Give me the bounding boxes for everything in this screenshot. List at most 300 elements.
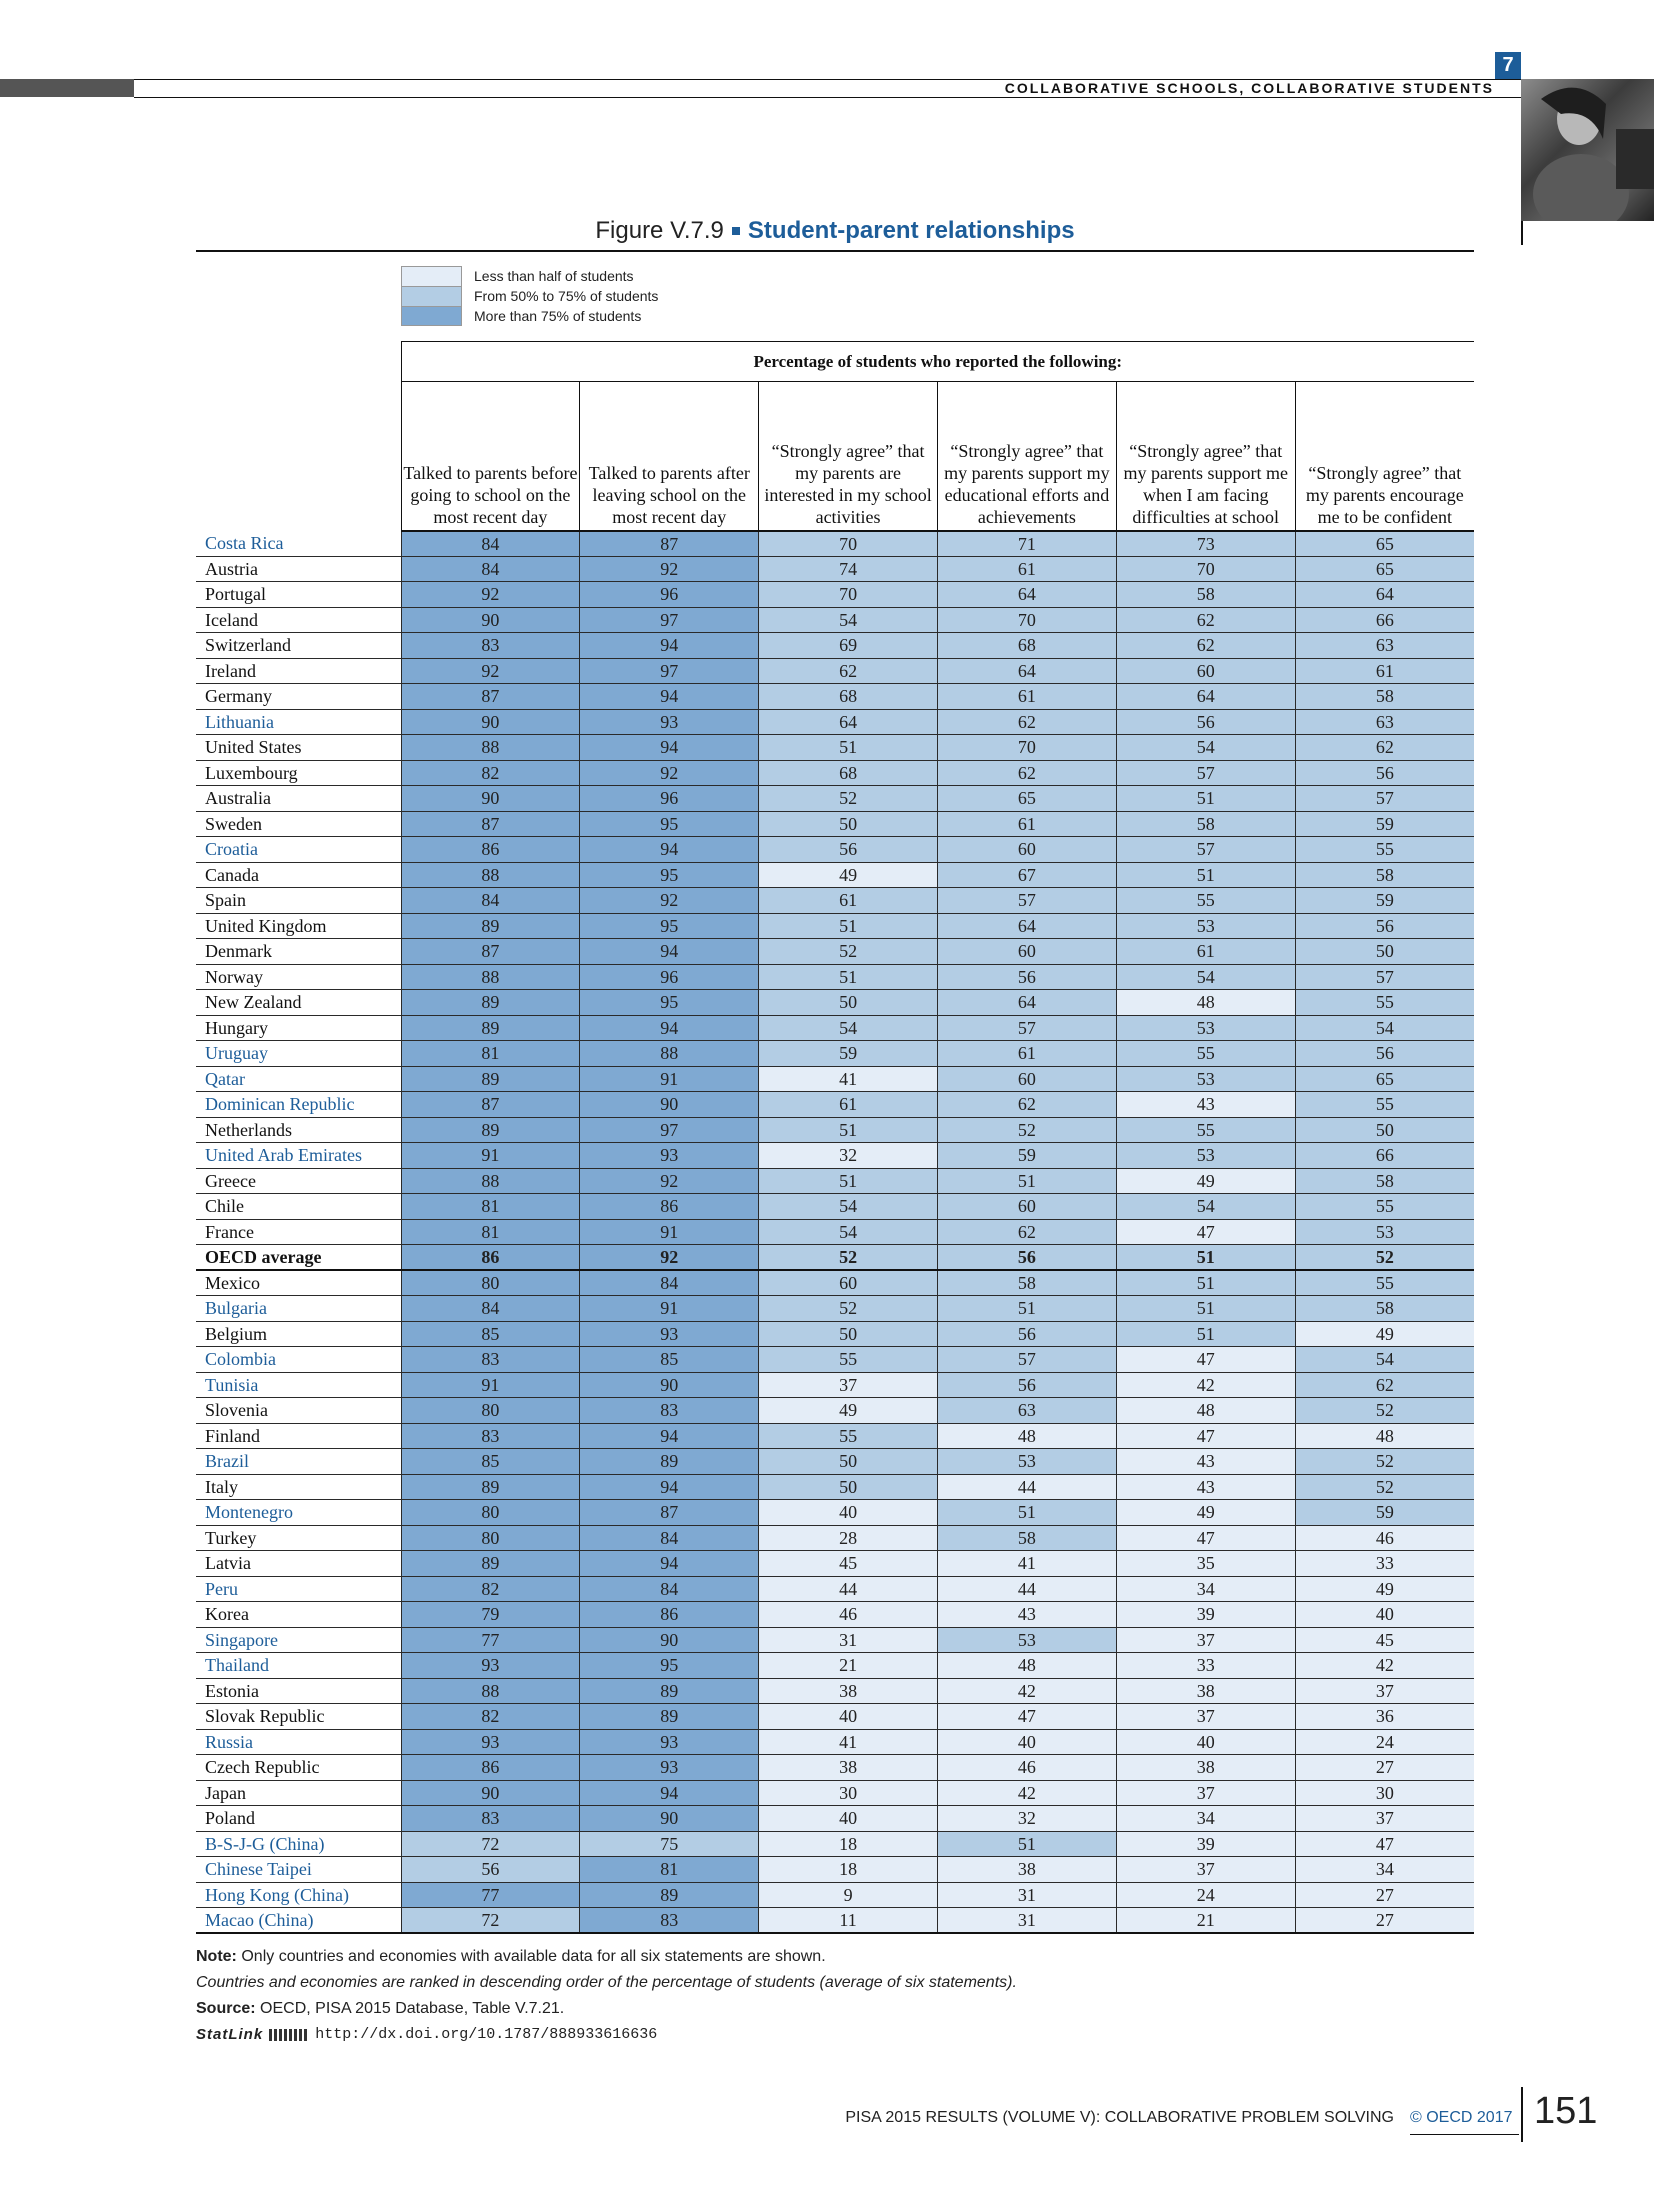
value-cell: 64: [1116, 684, 1295, 710]
country-name: Singapore: [196, 1627, 401, 1653]
value-cell: 47: [1116, 1423, 1295, 1449]
value-cell: 91: [401, 1372, 580, 1398]
value-cell: 51: [937, 1296, 1116, 1322]
value-cell: 51: [937, 1168, 1116, 1194]
value-cell: 68: [937, 633, 1116, 659]
value-cell: 80: [401, 1398, 580, 1424]
value-cell: 84: [401, 888, 580, 914]
country-name: Germany: [196, 684, 401, 710]
value-cell: 55: [1116, 1041, 1295, 1067]
value-cell: 80: [401, 1270, 580, 1296]
country-name: Brazil: [196, 1449, 401, 1475]
value-cell: 51: [1116, 1296, 1295, 1322]
oecd-average-row: [196, 1245, 1474, 1271]
table-row: [196, 1551, 1474, 1577]
table-row: [196, 1117, 1474, 1143]
value-cell: 94: [580, 939, 759, 965]
country-name: Slovenia: [196, 1398, 401, 1424]
country-name: Hungary: [196, 1015, 401, 1041]
value-cell: 62: [937, 760, 1116, 786]
country-name: Australia: [196, 786, 401, 812]
value-cell: 83: [580, 1908, 759, 1934]
value-cell: 57: [937, 1347, 1116, 1373]
value-cell: 42: [937, 1678, 1116, 1704]
value-cell: 86: [580, 1602, 759, 1628]
table-row: [196, 1347, 1474, 1373]
value-cell: 24: [1295, 1729, 1474, 1755]
value-cell: 32: [759, 1143, 938, 1169]
footer-publication: PISA 2015 RESULTS (VOLUME V): COLLABORATIVE PROBLEM SOLVING: [845, 2109, 1394, 2126]
value-cell: 65: [1295, 556, 1474, 582]
value-cell: 51: [1116, 786, 1295, 812]
value-cell: 49: [1116, 1168, 1295, 1194]
value-cell: 39: [1116, 1831, 1295, 1857]
value-cell: 46: [937, 1755, 1116, 1781]
value-cell: 45: [1295, 1627, 1474, 1653]
value-cell: 18: [759, 1857, 938, 1883]
value-cell: 55: [1295, 1194, 1474, 1220]
country-name: Turkey: [196, 1525, 401, 1551]
legend-item-mid: [401, 286, 658, 306]
value-cell: 53: [937, 1627, 1116, 1653]
value-cell: 11: [759, 1908, 938, 1934]
value-cell: 65: [1295, 1066, 1474, 1092]
value-cell: 59: [1295, 1500, 1474, 1526]
value-cell: 53: [937, 1449, 1116, 1475]
value-cell: 85: [401, 1321, 580, 1347]
value-cell: 94: [580, 1474, 759, 1500]
value-cell: 91: [580, 1219, 759, 1245]
legend-swatch: [401, 286, 462, 306]
value-cell: 50: [759, 1321, 938, 1347]
value-cell: 48: [1116, 1398, 1295, 1424]
value-cell: 95: [580, 913, 759, 939]
value-cell: 62: [937, 709, 1116, 735]
value-cell: 18: [759, 1831, 938, 1857]
value-cell: 53: [1116, 1015, 1295, 1041]
blank-header-cell: [196, 342, 401, 382]
value-cell: 95: [580, 811, 759, 837]
table-row: [196, 1398, 1474, 1424]
table-row: [196, 1602, 1474, 1628]
value-cell: 21: [759, 1653, 938, 1679]
header-rule: [134, 97, 1521, 98]
value-cell: 52: [759, 1245, 938, 1271]
value-cell: 52: [759, 786, 938, 812]
value-cell: 40: [759, 1500, 938, 1526]
value-cell: 37: [1295, 1678, 1474, 1704]
value-cell: 80: [401, 1500, 580, 1526]
column-header: Talked to parents after leaving school on the most recent day: [580, 382, 759, 531]
value-cell: 44: [937, 1576, 1116, 1602]
blank-header-cell: [196, 382, 401, 531]
value-cell: 82: [401, 1576, 580, 1602]
country-name: Bulgaria: [196, 1296, 401, 1322]
country-name: Greece: [196, 1168, 401, 1194]
country-name: Korea: [196, 1602, 401, 1628]
value-cell: 43: [937, 1602, 1116, 1628]
table-row: [196, 1729, 1474, 1755]
value-cell: 84: [580, 1525, 759, 1551]
value-cell: 97: [580, 658, 759, 684]
table-row: [196, 1908, 1474, 1934]
value-cell: 96: [580, 582, 759, 608]
footer-copyright: © OECD 2017: [1410, 2109, 1513, 2126]
value-cell: 93: [580, 709, 759, 735]
value-cell: 34: [1116, 1576, 1295, 1602]
value-cell: 43: [1116, 1474, 1295, 1500]
value-cell: 31: [759, 1627, 938, 1653]
value-cell: 84: [580, 1270, 759, 1296]
ranking-note: Countries and economies are ranked in descending order of the percentage of students (average of six statements).: [196, 1974, 1017, 1991]
value-cell: 94: [580, 684, 759, 710]
country-name: Denmark: [196, 939, 401, 965]
value-cell: 62: [1116, 633, 1295, 659]
value-cell: 58: [1295, 1296, 1474, 1322]
value-cell: 55: [1295, 837, 1474, 863]
value-cell: 94: [580, 1551, 759, 1577]
value-cell: 58: [1295, 1168, 1474, 1194]
value-cell: 48: [1295, 1423, 1474, 1449]
value-cell: 84: [580, 1576, 759, 1602]
value-cell: 90: [580, 1092, 759, 1118]
value-cell: 95: [580, 990, 759, 1016]
value-cell: 61: [937, 556, 1116, 582]
table-row: [196, 964, 1474, 990]
value-cell: 65: [1295, 531, 1474, 557]
value-cell: 60: [1116, 658, 1295, 684]
table-row: [196, 1041, 1474, 1067]
value-cell: 9: [759, 1882, 938, 1908]
value-cell: 51: [1116, 862, 1295, 888]
table-row: [196, 531, 1474, 557]
value-cell: 24: [1116, 1882, 1295, 1908]
value-cell: 39: [1116, 1602, 1295, 1628]
value-cell: 77: [401, 1882, 580, 1908]
legend-swatch: [401, 306, 462, 326]
value-cell: 84: [401, 531, 580, 557]
source-line: [196, 1996, 1017, 2022]
value-cell: 54: [759, 1219, 938, 1245]
value-cell: 93: [580, 1321, 759, 1347]
value-cell: 55: [1116, 888, 1295, 914]
value-cell: 42: [1116, 1372, 1295, 1398]
value-cell: 89: [401, 913, 580, 939]
source-text: OECD, PISA 2015 Database, Table V.7.21.: [260, 2000, 565, 2017]
value-cell: 51: [937, 1500, 1116, 1526]
value-cell: 44: [937, 1474, 1116, 1500]
value-cell: 34: [1295, 1857, 1474, 1883]
country-name: Chile: [196, 1194, 401, 1220]
value-cell: 51: [1116, 1245, 1295, 1271]
legend-label: More than 75% of students: [474, 308, 642, 324]
value-cell: 50: [1295, 1117, 1474, 1143]
table-row: [196, 888, 1474, 914]
table-row: [196, 633, 1474, 659]
country-name: Poland: [196, 1806, 401, 1832]
value-cell: 55: [1295, 1270, 1474, 1296]
value-cell: 51: [759, 913, 938, 939]
value-cell: 70: [937, 735, 1116, 761]
country-name: Spain: [196, 888, 401, 914]
value-cell: 35: [1116, 1551, 1295, 1577]
table-row: [196, 1015, 1474, 1041]
value-cell: 91: [580, 1066, 759, 1092]
value-cell: 87: [401, 1092, 580, 1118]
value-cell: 60: [759, 1270, 938, 1296]
value-cell: 88: [401, 862, 580, 888]
value-cell: 88: [580, 1041, 759, 1067]
value-cell: 61: [937, 1041, 1116, 1067]
value-cell: 64: [937, 658, 1116, 684]
value-cell: 51: [759, 964, 938, 990]
value-cell: 56: [1295, 913, 1474, 939]
footer-rule: [1410, 2134, 1519, 2135]
value-cell: 95: [580, 862, 759, 888]
value-cell: 86: [401, 1755, 580, 1781]
value-cell: 46: [759, 1602, 938, 1628]
legend-item-low: [401, 266, 658, 286]
value-cell: 56: [937, 964, 1116, 990]
value-cell: 45: [759, 1551, 938, 1577]
country-name: United Kingdom: [196, 913, 401, 939]
value-cell: 92: [580, 1168, 759, 1194]
table-row: [196, 990, 1474, 1016]
value-cell: 83: [580, 1398, 759, 1424]
value-cell: 37: [1116, 1780, 1295, 1806]
value-cell: 50: [759, 1474, 938, 1500]
value-cell: 62: [1295, 1372, 1474, 1398]
table-row: [196, 1704, 1474, 1730]
value-cell: 66: [1295, 1143, 1474, 1169]
country-name: Belgium: [196, 1321, 401, 1347]
value-cell: 96: [580, 786, 759, 812]
country-name: France: [196, 1219, 401, 1245]
value-cell: 53: [1116, 913, 1295, 939]
table-row: [196, 1831, 1474, 1857]
value-cell: 82: [401, 760, 580, 786]
country-name: Thailand: [196, 1653, 401, 1679]
value-cell: 84: [401, 556, 580, 582]
country-name: Costa Rica: [196, 531, 401, 557]
legend-label: Less than half of students: [474, 268, 634, 284]
value-cell: 92: [401, 658, 580, 684]
country-name: Qatar: [196, 1066, 401, 1092]
value-cell: 58: [1116, 811, 1295, 837]
table-row: [196, 658, 1474, 684]
value-cell: 93: [401, 1653, 580, 1679]
value-cell: 77: [401, 1627, 580, 1653]
value-cell: 88: [401, 964, 580, 990]
value-cell: 52: [1295, 1449, 1474, 1475]
value-cell: 64: [759, 709, 938, 735]
value-cell: 88: [401, 1678, 580, 1704]
column-header: Talked to parents before going to school on the most recent day: [401, 382, 580, 531]
value-cell: 89: [401, 1117, 580, 1143]
country-name: Latvia: [196, 1551, 401, 1577]
value-cell: 58: [937, 1270, 1116, 1296]
table-row: [196, 1780, 1474, 1806]
value-cell: 40: [759, 1704, 938, 1730]
value-cell: 61: [759, 1092, 938, 1118]
value-cell: 58: [1295, 862, 1474, 888]
value-cell: 89: [580, 1704, 759, 1730]
value-cell: 81: [401, 1194, 580, 1220]
value-cell: 62: [937, 1092, 1116, 1118]
value-cell: 70: [1116, 556, 1295, 582]
value-cell: 28: [759, 1525, 938, 1551]
value-cell: 27: [1295, 1755, 1474, 1781]
value-cell: 74: [759, 556, 938, 582]
value-cell: 63: [937, 1398, 1116, 1424]
value-cell: 72: [401, 1831, 580, 1857]
table-row: [196, 913, 1474, 939]
legend-label: From 50% to 75% of students: [474, 288, 659, 304]
value-cell: 38: [1116, 1755, 1295, 1781]
value-cell: 62: [1295, 735, 1474, 761]
country-name: Lithuania: [196, 709, 401, 735]
value-cell: 21: [1116, 1908, 1295, 1934]
value-cell: 90: [401, 709, 580, 735]
value-cell: 90: [580, 1372, 759, 1398]
value-cell: 57: [937, 1015, 1116, 1041]
value-cell: 59: [1295, 888, 1474, 914]
figure-title: [196, 217, 1474, 245]
table-row: [196, 939, 1474, 965]
value-cell: 89: [580, 1678, 759, 1704]
value-cell: 92: [401, 582, 580, 608]
value-cell: 48: [937, 1653, 1116, 1679]
value-cell: 63: [1295, 633, 1474, 659]
country-name: Chinese Taipei: [196, 1857, 401, 1883]
value-cell: 49: [1295, 1576, 1474, 1602]
chapter-number-badge: 7: [1495, 52, 1521, 79]
value-cell: 58: [1295, 684, 1474, 710]
value-cell: 89: [401, 1551, 580, 1577]
value-cell: 86: [401, 837, 580, 863]
value-cell: 53: [1295, 1219, 1474, 1245]
value-cell: 43: [1116, 1449, 1295, 1475]
table-row: [196, 1066, 1474, 1092]
value-cell: 82: [401, 1704, 580, 1730]
value-cell: 60: [937, 1194, 1116, 1220]
figure-name: Student-parent relationships: [747, 217, 1075, 244]
value-cell: 54: [759, 607, 938, 633]
value-cell: 40: [1116, 1729, 1295, 1755]
value-cell: 59: [937, 1143, 1116, 1169]
table-row: [196, 760, 1474, 786]
value-cell: 89: [580, 1882, 759, 1908]
value-cell: 38: [759, 1755, 938, 1781]
value-cell: 53: [1116, 1143, 1295, 1169]
table-row: [196, 556, 1474, 582]
value-cell: 41: [759, 1066, 938, 1092]
running-title: COLLABORATIVE SCHOOLS, COLLABORATIVE STUDENTS: [1004, 80, 1494, 96]
value-cell: 94: [580, 735, 759, 761]
value-cell: 47: [1116, 1525, 1295, 1551]
value-cell: 83: [401, 1806, 580, 1832]
value-cell: 47: [1295, 1831, 1474, 1857]
value-cell: 31: [937, 1882, 1116, 1908]
table-row: [196, 1882, 1474, 1908]
value-cell: 90: [580, 1627, 759, 1653]
value-cell: 68: [759, 760, 938, 786]
value-cell: 65: [937, 786, 1116, 812]
value-cell: 70: [759, 531, 938, 557]
value-cell: 30: [1295, 1780, 1474, 1806]
value-cell: 69: [759, 633, 938, 659]
value-cell: 56: [937, 1321, 1116, 1347]
country-name: Portugal: [196, 582, 401, 608]
table-row: [196, 1627, 1474, 1653]
value-cell: 64: [1295, 582, 1474, 608]
value-cell: 57: [1295, 786, 1474, 812]
value-cell: 92: [580, 888, 759, 914]
value-cell: 87: [401, 939, 580, 965]
country-name: Ireland: [196, 658, 401, 684]
country-name: Norway: [196, 964, 401, 990]
value-cell: 67: [937, 862, 1116, 888]
value-cell: 51: [937, 1831, 1116, 1857]
table-row: [196, 1168, 1474, 1194]
value-cell: 97: [580, 1117, 759, 1143]
value-cell: 56: [937, 1245, 1116, 1271]
value-cell: 94: [580, 1423, 759, 1449]
value-cell: 54: [1295, 1015, 1474, 1041]
value-cell: 87: [580, 531, 759, 557]
value-cell: 83: [401, 1423, 580, 1449]
value-cell: 37: [1116, 1627, 1295, 1653]
value-cell: 49: [759, 1398, 938, 1424]
value-cell: 62: [937, 1219, 1116, 1245]
value-cell: 49: [759, 862, 938, 888]
table-row: [196, 837, 1474, 863]
legend-swatch: [401, 266, 462, 286]
value-cell: 58: [937, 1525, 1116, 1551]
value-cell: 64: [937, 582, 1116, 608]
value-cell: 54: [1116, 735, 1295, 761]
table-row: [196, 582, 1474, 608]
value-cell: 90: [580, 1806, 759, 1832]
title-bullet-icon: [732, 227, 740, 235]
value-cell: 47: [937, 1704, 1116, 1730]
value-cell: 89: [580, 1449, 759, 1475]
value-cell: 40: [937, 1729, 1116, 1755]
statlink-link[interactable]: http://dx.doi.org/10.1787/888933616636: [315, 2026, 658, 2043]
column-header: “Strongly agree” that my parents encourage me to be confident: [1295, 382, 1474, 531]
value-cell: 54: [1295, 1347, 1474, 1373]
country-name: Finland: [196, 1423, 401, 1449]
table-row: [196, 1194, 1474, 1220]
value-cell: 54: [759, 1015, 938, 1041]
country-name: Russia: [196, 1729, 401, 1755]
value-cell: 61: [937, 811, 1116, 837]
value-cell: 79: [401, 1602, 580, 1628]
title-rule: [196, 250, 1474, 252]
value-cell: 87: [580, 1500, 759, 1526]
value-cell: 47: [1116, 1347, 1295, 1373]
table-row: [196, 1500, 1474, 1526]
value-cell: 59: [1295, 811, 1474, 837]
value-cell: 55: [759, 1347, 938, 1373]
value-cell: 57: [1116, 760, 1295, 786]
value-cell: 55: [1295, 1092, 1474, 1118]
value-cell: 52: [1295, 1245, 1474, 1271]
value-cell: 32: [937, 1806, 1116, 1832]
table-row: [196, 1372, 1474, 1398]
value-cell: 56: [401, 1857, 580, 1883]
country-name: New Zealand: [196, 990, 401, 1016]
